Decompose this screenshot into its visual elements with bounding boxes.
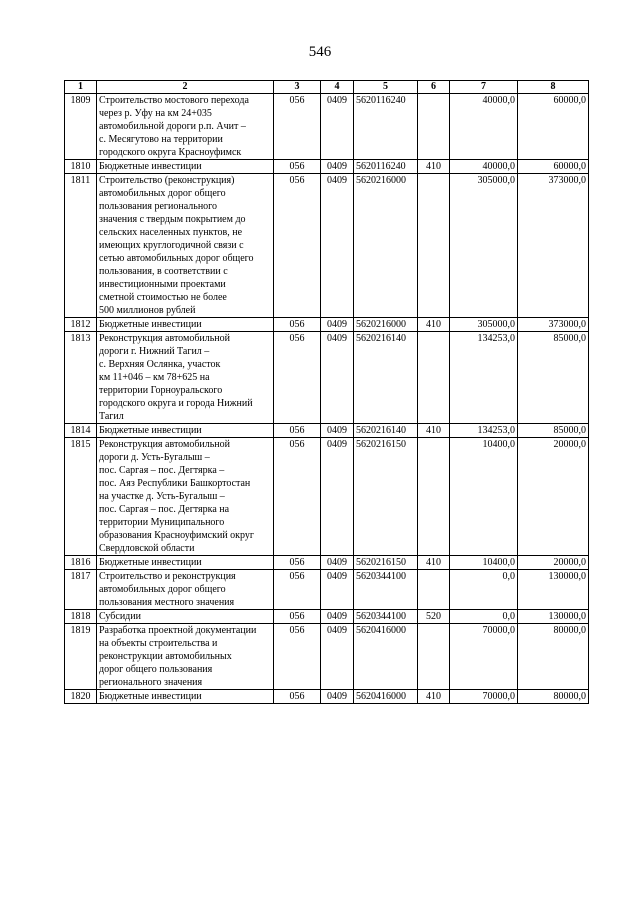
row-section-code: 0409 <box>321 624 354 690</box>
row-section-code: 0409 <box>321 610 354 624</box>
row-section-code: 0409 <box>321 570 354 610</box>
row-ministry-code: 056 <box>274 318 321 332</box>
row-target-code: 5620216140 <box>354 424 418 438</box>
row-ministry-code: 056 <box>274 332 321 424</box>
col-header-2: 2 <box>97 81 274 94</box>
row-name-line: Тагил <box>99 411 124 422</box>
row-number: 1813 <box>65 332 97 424</box>
row-amount-col7: 40000,0 <box>450 94 518 160</box>
table-row <box>65 570 589 610</box>
row-expense-type: 410 <box>418 690 450 704</box>
row-amount-col7: 70000,0 <box>450 624 518 690</box>
row-name-line: Строительство (реконструкция) <box>99 175 235 186</box>
table-row <box>65 174 589 318</box>
row-name-line: Бюджетные инвестиции <box>99 161 202 172</box>
row-expense-type: 520 <box>418 610 450 624</box>
row-section-code: 0409 <box>321 332 354 424</box>
row-name-line: сетью автомобильных дорог общего <box>99 253 254 264</box>
row-number: 1815 <box>65 438 97 556</box>
row-name <box>97 174 274 318</box>
row-amount-col8: 130000,0 <box>518 570 589 610</box>
row-ministry-code: 056 <box>274 610 321 624</box>
table-body <box>65 94 589 704</box>
row-section-code: 0409 <box>321 438 354 556</box>
row-name-line: автомобильных дорог общего <box>99 188 226 199</box>
row-section-code: 0409 <box>321 556 354 570</box>
table-row <box>65 318 589 332</box>
row-section-code: 0409 <box>321 174 354 318</box>
row-amount-col7: 70000,0 <box>450 690 518 704</box>
row-amount-col8: 60000,0 <box>518 160 589 174</box>
row-expense-type: 410 <box>418 556 450 570</box>
row-name-line: пос. Саргая – пос. Дегтярка на <box>99 504 230 515</box>
row-amount-col7: 40000,0 <box>450 160 518 174</box>
row-ministry-code: 056 <box>274 624 321 690</box>
row-target-code: 5620216150 <box>354 438 418 556</box>
row-amount-col8: 20000,0 <box>518 556 589 570</box>
header-row <box>65 81 589 94</box>
row-amount-col7: 10400,0 <box>450 438 518 556</box>
row-expense-type <box>418 438 450 556</box>
row-amount-col7: 10400,0 <box>450 556 518 570</box>
row-amount-col7: 305000,0 <box>450 174 518 318</box>
table-row <box>65 610 589 624</box>
row-number: 1810 <box>65 160 97 174</box>
row-name-line: с. Месягутово на территории <box>99 134 223 145</box>
row-expense-type: 410 <box>418 424 450 438</box>
row-name-line: Свердловской области <box>99 543 195 554</box>
row-amount-col8: 85000,0 <box>518 332 589 424</box>
budget-table <box>64 80 589 704</box>
row-name <box>97 624 274 690</box>
row-target-code: 5620116240 <box>354 94 418 160</box>
col-header-6: 6 <box>418 81 450 94</box>
row-name <box>97 556 274 570</box>
col-header-7: 7 <box>450 81 518 94</box>
row-name-line: сметной стоимостью не более <box>99 292 227 303</box>
row-expense-type <box>418 94 450 160</box>
row-name <box>97 690 274 704</box>
row-amount-col7: 134253,0 <box>450 424 518 438</box>
row-target-code: 5620216000 <box>354 174 418 318</box>
row-name-line: имеющих круглогодичной связи с <box>99 240 244 251</box>
row-name-line: Строительство и реконструкция <box>99 571 236 582</box>
row-name-line: Бюджетные инвестиции <box>99 557 202 568</box>
row-target-code: 5620216150 <box>354 556 418 570</box>
row-amount-col8: 80000,0 <box>518 690 589 704</box>
col-header-4: 4 <box>321 81 354 94</box>
row-ministry-code: 056 <box>274 570 321 610</box>
row-section-code: 0409 <box>321 318 354 332</box>
row-name-line: через р. Уфу на км 24+035 <box>99 108 212 119</box>
row-expense-type: 410 <box>418 318 450 332</box>
row-name-line: на объекты строительства и <box>99 638 218 649</box>
page-number: 546 <box>308 44 332 60</box>
row-name-line: пользования регионального <box>99 201 218 212</box>
row-name-line: пос. Саргая – пос. Дегтярка – <box>99 465 225 476</box>
row-name-line: пользования, в соответствии с <box>99 266 228 277</box>
table-row <box>65 690 589 704</box>
row-amount-col8: 373000,0 <box>518 174 589 318</box>
row-name-line: Бюджетные инвестиции <box>99 691 202 702</box>
row-name-line: пос. Аяз Республики Башкортостан <box>99 478 251 489</box>
row-target-code: 5620344100 <box>354 610 418 624</box>
row-number: 1811 <box>65 174 97 318</box>
row-ministry-code: 056 <box>274 690 321 704</box>
row-expense-type <box>418 332 450 424</box>
row-target-code: 5620416000 <box>354 624 418 690</box>
row-name-line: Бюджетные инвестиции <box>99 425 202 436</box>
row-name-line: дороги г. Нижний Тагил – <box>99 346 210 357</box>
row-amount-col8: 373000,0 <box>518 318 589 332</box>
row-number: 1816 <box>65 556 97 570</box>
table-row <box>65 438 589 556</box>
row-name-line: регионального значения <box>99 677 203 688</box>
row-expense-type: 410 <box>418 160 450 174</box>
col-header-3: 3 <box>274 81 321 94</box>
row-name-line: значения с твердым покрытием до <box>99 214 246 225</box>
row-name-line: Строительство мостового перехода <box>99 95 249 106</box>
row-expense-type <box>418 570 450 610</box>
row-name-line: дорог общего пользования <box>99 664 213 675</box>
row-ministry-code: 056 <box>274 174 321 318</box>
row-number: 1819 <box>65 624 97 690</box>
row-name-line: Бюджетные инвестиции <box>99 319 202 330</box>
row-number: 1818 <box>65 610 97 624</box>
col-header-5: 5 <box>354 81 418 94</box>
row-name-line: инвестиционными проектами <box>99 279 226 290</box>
row-number: 1820 <box>65 690 97 704</box>
row-amount-col8: 60000,0 <box>518 94 589 160</box>
row-name-line: образования Красноуфимский округ <box>99 530 255 541</box>
table-row <box>65 424 589 438</box>
row-name-line: Субсидии <box>99 611 141 622</box>
row-name-line: Реконструкция автомобильной <box>99 333 231 344</box>
row-name <box>97 424 274 438</box>
row-amount-col8: 85000,0 <box>518 424 589 438</box>
row-name <box>97 160 274 174</box>
row-section-code: 0409 <box>321 424 354 438</box>
table-row <box>65 332 589 424</box>
row-name <box>97 570 274 610</box>
row-ministry-code: 056 <box>274 424 321 438</box>
row-name-line: Разработка проектной документации <box>99 625 257 636</box>
table-row <box>65 94 589 160</box>
row-section-code: 0409 <box>321 690 354 704</box>
row-target-code: 5620116240 <box>354 160 418 174</box>
row-ministry-code: 056 <box>274 556 321 570</box>
row-section-code: 0409 <box>321 94 354 160</box>
row-amount-col7: 134253,0 <box>450 332 518 424</box>
row-amount-col8: 20000,0 <box>518 438 589 556</box>
row-name-line: реконструкции автомобильных <box>99 651 232 662</box>
row-target-code: 5620216140 <box>354 332 418 424</box>
row-name-line: пользования местного значения <box>99 597 235 608</box>
row-name <box>97 94 274 160</box>
row-target-code: 5620216000 <box>354 318 418 332</box>
row-expense-type <box>418 624 450 690</box>
row-name-line: на участке д. Усть-Бугалыш – <box>99 491 225 502</box>
row-name <box>97 318 274 332</box>
row-name <box>97 332 274 424</box>
table-row <box>65 624 589 690</box>
row-name-line: территории Муниципального <box>99 517 225 528</box>
row-number: 1812 <box>65 318 97 332</box>
row-amount-col7: 305000,0 <box>450 318 518 332</box>
row-name-line: км 11+046 – км 78+625 на <box>99 372 210 383</box>
row-target-code: 5620344100 <box>354 570 418 610</box>
row-number: 1814 <box>65 424 97 438</box>
row-name-line: 500 миллионов рублей <box>99 305 196 316</box>
table-row <box>65 160 589 174</box>
col-header-8: 8 <box>518 81 589 94</box>
row-name-line: городского округа и города Нижний <box>99 398 253 409</box>
row-name-line: автомобильных дорог общего <box>99 584 226 595</box>
row-name-line: городского округа Красноуфимск <box>99 147 242 158</box>
row-name-line: сельских населенных пунктов, не <box>99 227 243 238</box>
row-name-line: с. Верхняя Ослянка, участок <box>99 359 221 370</box>
row-name-line: автомобильной дороги р.п. Ачит – <box>99 121 246 132</box>
row-amount-col7: 0,0 <box>450 570 518 610</box>
row-amount-col8: 130000,0 <box>518 610 589 624</box>
row-name-line: дороги д. Усть-Бугалыш – <box>99 452 210 463</box>
row-number: 1817 <box>65 570 97 610</box>
row-amount-col8: 80000,0 <box>518 624 589 690</box>
row-name-line: Реконструкция автомобильной <box>99 439 231 450</box>
row-expense-type <box>418 174 450 318</box>
row-name <box>97 438 274 556</box>
row-ministry-code: 056 <box>274 438 321 556</box>
row-name-line: территории Горноуральского <box>99 385 223 396</box>
row-ministry-code: 056 <box>274 160 321 174</box>
row-amount-col7: 0,0 <box>450 610 518 624</box>
row-section-code: 0409 <box>321 160 354 174</box>
col-header-1: 1 <box>65 81 97 94</box>
table-row <box>65 556 589 570</box>
row-number: 1809 <box>65 94 97 160</box>
row-name <box>97 610 274 624</box>
row-target-code: 5620416000 <box>354 690 418 704</box>
row-ministry-code: 056 <box>274 94 321 160</box>
